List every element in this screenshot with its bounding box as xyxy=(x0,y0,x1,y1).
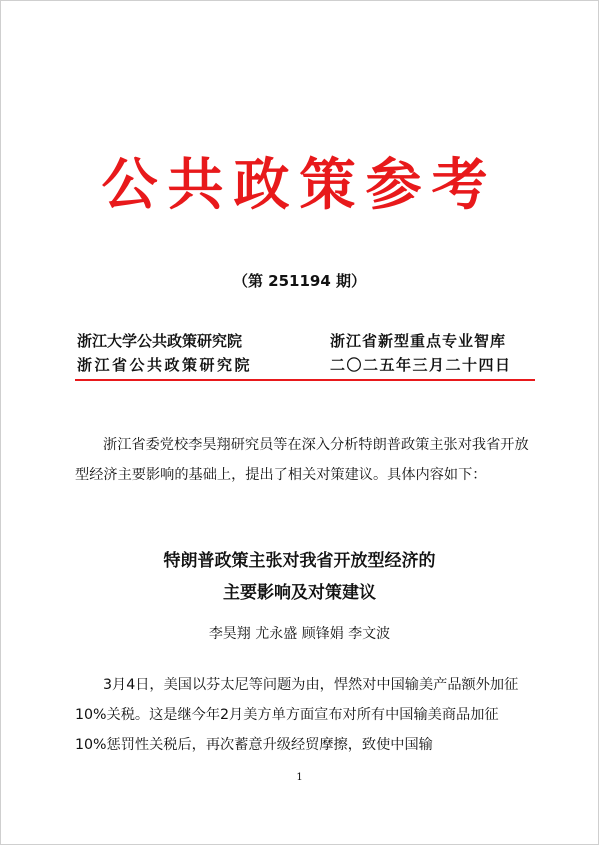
think-tank-label: 浙江省新型重点专业智库 xyxy=(330,332,507,350)
issue-number: （第 251194 期） xyxy=(232,272,367,290)
article-title-line-1: 特朗普政策主张对我省开放型经济的 xyxy=(163,551,436,571)
article-title-line-2: 主要影响及对策建议 xyxy=(223,583,376,603)
article-authors: 李昊翔 尤永盛 顾锋娟 李文波 xyxy=(208,626,391,642)
intro-paragraph: 浙江省委党校李昊翔研究员等在深入分析特朗普政策主张对我省开放型经济主要影响的基础上，提出了相关对策建议。具体内容如下： xyxy=(75,437,529,483)
masthead-title: 公共政策参考 xyxy=(101,152,498,218)
institute-name-1: 浙江大学公共政策研究院 xyxy=(77,332,243,350)
body-paragraph: 3月4日，美国以芬太尼等问题为由，悍然对中国输美产品额外加征10%关税。这是继今年2月美方单方面宣布对所有中国输美商品加征10%惩罚性关税后，再次蓄意升级经贸摩擦，致使中国输 xyxy=(75,677,519,753)
institute-name-2: 浙江省公共政策研究院 xyxy=(77,356,253,374)
header-divider xyxy=(75,379,535,381)
page-number: 1 xyxy=(296,772,303,783)
publication-date: 二〇二五年三月二十四日 xyxy=(330,356,512,374)
